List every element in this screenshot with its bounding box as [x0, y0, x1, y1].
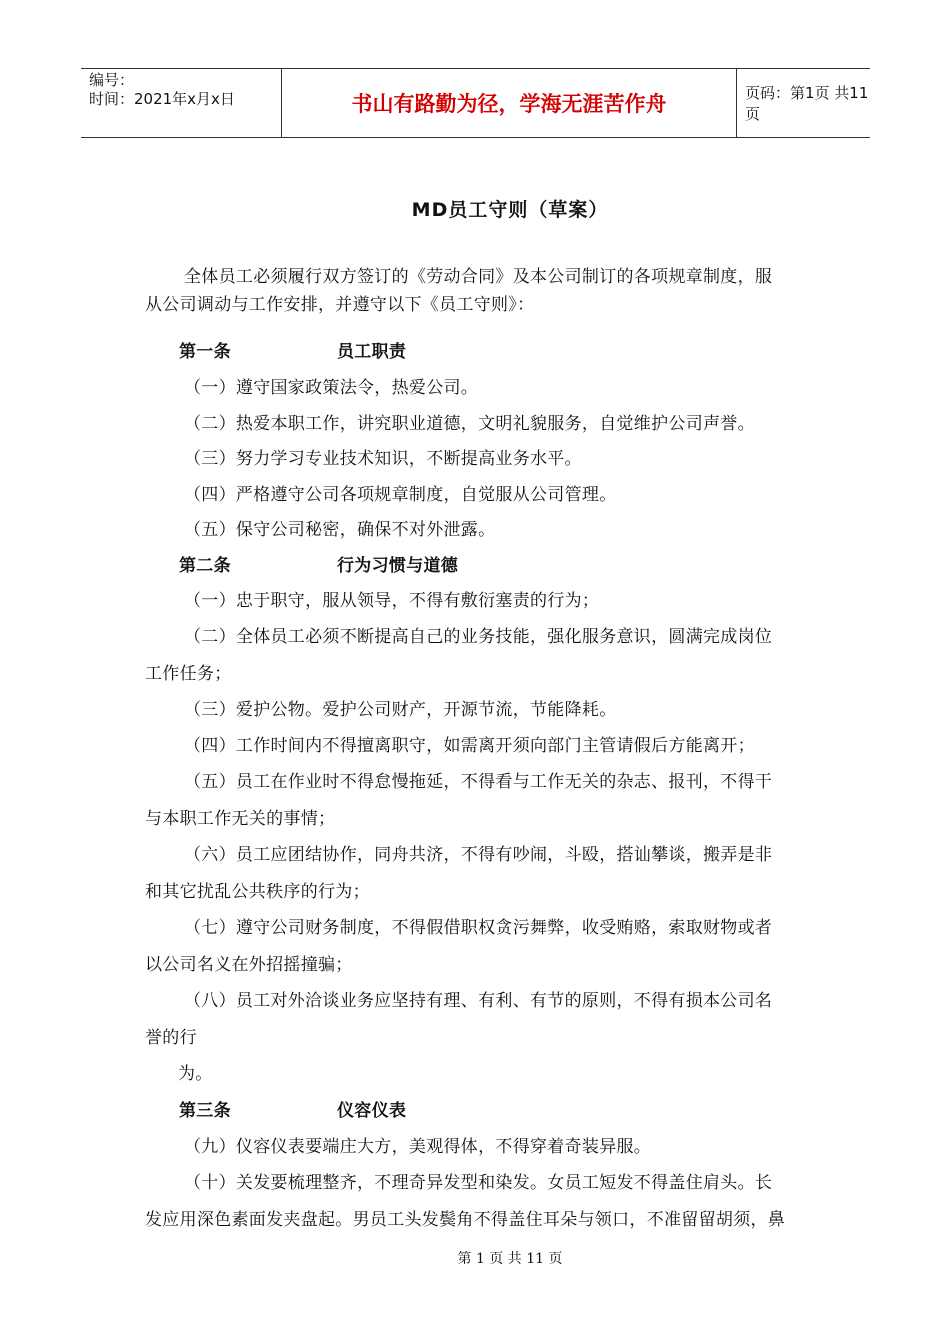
article-1-item: （二）热爱本职工作，讲究职业道德，文明礼貌服务，自觉维护公司声誉。: [184, 414, 755, 434]
footer-page-number: 第 1 页 共 11 页: [457, 1251, 563, 1267]
number-label: 编号：: [89, 71, 135, 89]
article-3-item: （九）仪容仪表要端庄大方，美观得体，不得穿着奇装异服。: [184, 1137, 652, 1157]
article-1-item: （三）努力学习专业技术知识，不断提高业务水平。: [184, 449, 582, 469]
article-2-item-cont: 和其它扰乱公共秩序的行为；: [145, 882, 370, 902]
article-2-item-cont: 工作任务；: [145, 664, 232, 684]
article-1-heading: [179, 337, 407, 362]
article-1-item: （四）严格遵守公司各项规章制度，自觉服从公司管理。: [184, 485, 617, 505]
article-2-item-cont: 与本职工作无关的事情；: [145, 809, 336, 829]
intro-line-1: 全体员工必须履行双方签订的《劳动合同》及本公司制订的各项规章制度，服: [184, 267, 773, 287]
article-2-item: （七）遵守公司财务制度，不得假借职权贪污舞弊，收受贿赂，索取财物或者: [184, 918, 773, 938]
article-2-item: （一）忠于职守，服从领导，不得有敷衍塞责的行为；: [184, 591, 600, 611]
article-2-item: （二）全体员工必须不断提高自己的业务技能，强化服务意识，圆满完成岗位: [184, 627, 773, 647]
article-2-item: （三）爱护公物。爱护公司财产，开源节流，节能降耗。: [184, 700, 617, 720]
document-title: MD员工守则（草案）: [411, 199, 609, 221]
article-1-item: （一）遵守国家政策法令，热爱公司。: [184, 378, 479, 398]
article-3-item-cont: 发应用深色素面发夹盘起。男员工头发鬓角不得盖住耳朵与领口，不准留留胡须，鼻: [145, 1210, 786, 1230]
intro-line-2: 从公司调动与工作安排，并遵守以下《员工守则》：: [145, 295, 535, 315]
article-2-item: （八）员工对外洽谈业务应坚持有理、有利、有节的原则，不得有损本公司名: [184, 991, 773, 1011]
article-number: 第一条: [179, 342, 231, 362]
header-meta: [81, 69, 281, 137]
document-header: [81, 68, 870, 138]
article-2-item-cont: 为。: [178, 1064, 213, 1084]
article-2-item-cont: 誉的行: [145, 1028, 197, 1048]
document-title-wrap: [0, 195, 950, 222]
time-label: 时间：2021年x月x日: [89, 90, 235, 108]
article-2-item: （六）员工应团结协作，同舟共济，不得有吵闹，斗殴，搭讪攀谈，搬弄是非: [184, 845, 773, 865]
page-footer: [0, 1248, 950, 1268]
article-2-item: （五）员工在作业时不得怠慢拖延，不得看与工作无关的杂志、报刊，不得干: [184, 772, 773, 792]
article-name: 员工职责: [337, 342, 407, 362]
header-motto: 书山有路勤为径，学海无涯苦作舟: [281, 69, 737, 137]
article-name: 行为习惯与道德: [337, 556, 459, 576]
header-page-info: 页码：第1页 共11页: [745, 84, 869, 123]
article-1-item: （五）保守公司秘密，确保不对外泄露。: [184, 520, 496, 540]
article-2-heading: [179, 551, 459, 576]
article-number: 第二条: [179, 556, 231, 576]
article-2-item-cont: 以公司名义在外招摇撞骗；: [145, 955, 353, 975]
article-2-item: （四）工作时间内不得擅离职守，如需离开须向部门主管请假后方能离开；: [184, 736, 755, 756]
article-3-heading: [179, 1096, 407, 1121]
article-name: 仪容仪表: [337, 1101, 407, 1121]
article-3-item: （十）关发要梳理整齐，不理奇异发型和染发。女员工短发不得盖住肩头。长: [184, 1173, 773, 1193]
article-number: 第三条: [179, 1101, 231, 1121]
